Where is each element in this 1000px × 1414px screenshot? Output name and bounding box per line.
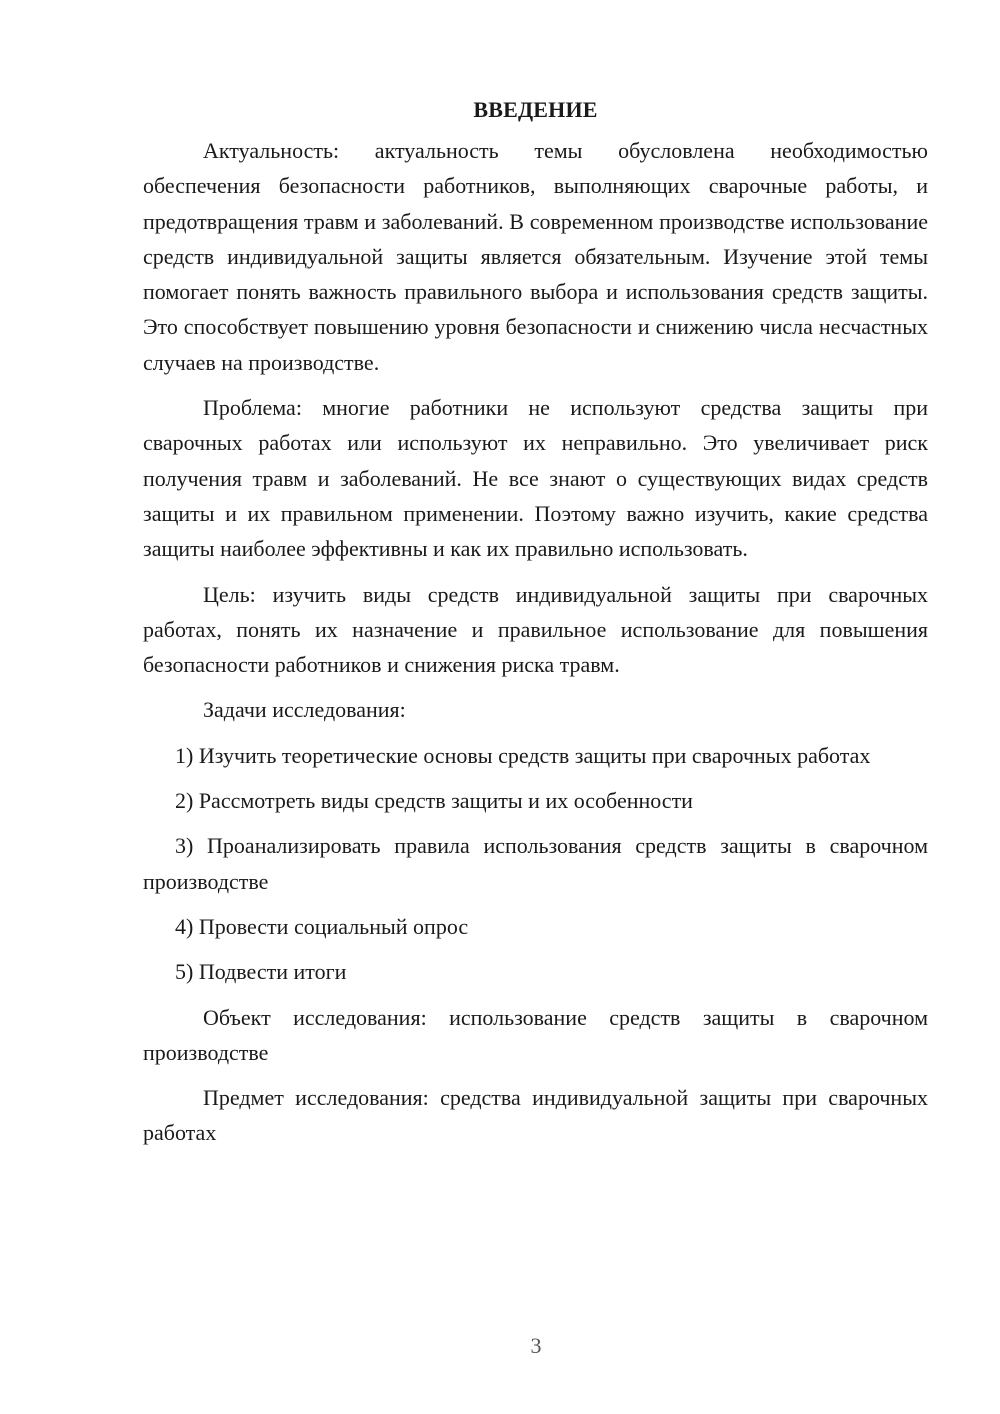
relevance-paragraph: Актуальность: актуальность темы обусловлена необходимостью обеспечения безопасности работников, выполняющих сварочные работы, и предотвращения травм и заболеваний. В современном производстве использование средств индивидуальной защиты является обязательным. Изучение этой темы помогает понять важность правильного выбора и использования средств защиты. Это способствует повышению уровня безопасности и снижению числа несчастных случаев на производстве.: [143, 138, 928, 375]
page-number: 3: [530, 1333, 542, 1358]
document-page: [143, 92, 928, 1161]
task-item-1: 1) Изучить теоретические основы средств защиты при сварочных работах: [175, 742, 871, 768]
goal-paragraph: Цель: изучить виды средств индивидуальной защиты при сварочных работах, понять их назначение и правильное использование для повышения безопасности работников и снижения риска травм.: [143, 581, 928, 678]
task-item-3: 3) Проанализировать правила использования средств защиты в сварочном производстве: [143, 833, 928, 894]
task-item-4: 4) Провести социальный опрос: [175, 913, 469, 939]
section-title: ВВЕДЕНИЕ: [473, 97, 598, 122]
task-item-5: 5) Подвести итоги: [175, 959, 347, 985]
task-item-2: 2) Рассмотреть виды средств защиты и их особенности: [175, 788, 693, 814]
research-object-paragraph: Объект исследования: использование средств защиты в сварочном производстве: [143, 1004, 928, 1065]
problem-paragraph: Проблема: многие работники не используют средства защиты при сварочных работах или используют их неправильно. Это увеличивает риск получения травм и заболеваний. Не все знают о существующих видах средств защиты и их правильном применении. Поэтому важно изучить, какие средства защиты наиболее эффективны и как их правильно использовать.: [143, 395, 928, 562]
tasks-heading: Задачи исследования:: [203, 697, 406, 723]
research-subject-paragraph: Предмет исследования: средства индивидуальной защиты при сварочных работах: [143, 1085, 928, 1146]
